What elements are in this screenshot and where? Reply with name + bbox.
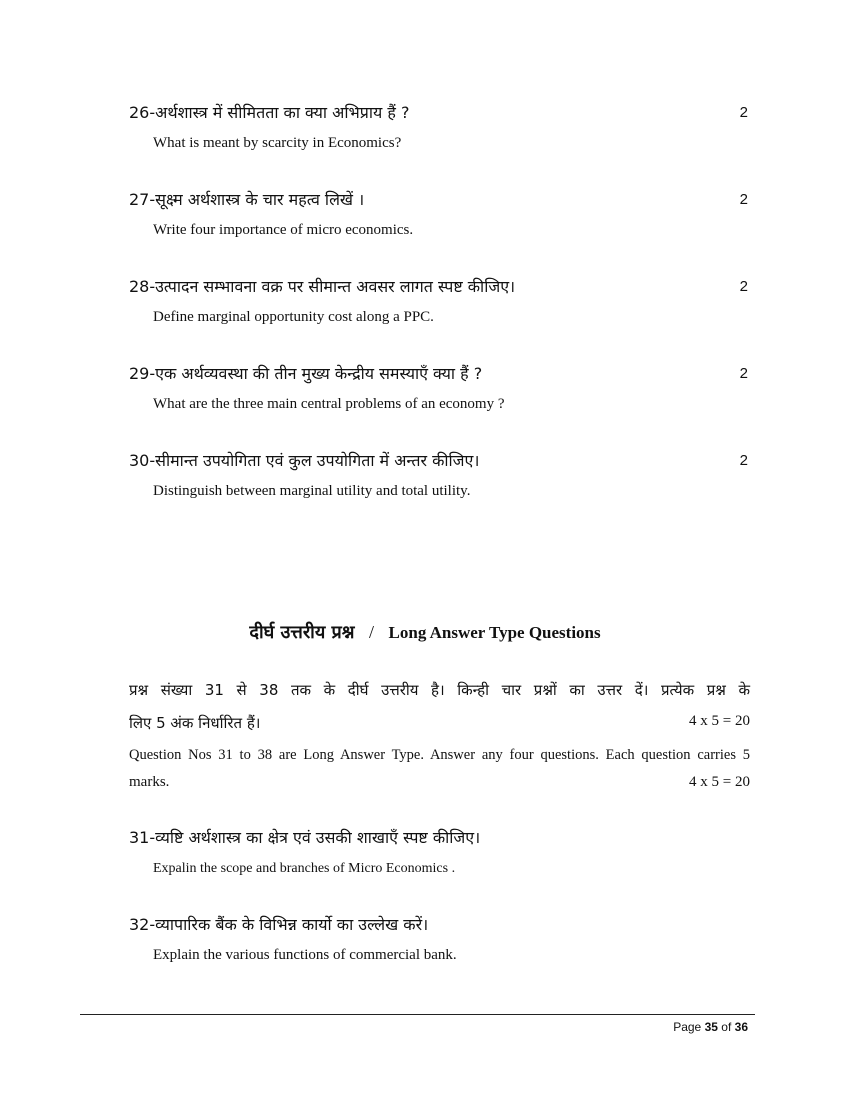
question-hindi: 28-उत्पादन सम्भावना वक्र पर सीमान्त अवसर लागत स्पष्ट कीजिए। — [129, 277, 516, 296]
instructions-english-line1: Question Nos 31 to 38 are Long Answer Type. Answer any four questions. Each question carries 5 — [129, 747, 750, 763]
question-english: What are the three main central problems of an economy ? — [153, 396, 505, 412]
question-marks: 2 — [739, 452, 748, 469]
section-heading — [0, 620, 850, 644]
marks-total-hindi: 4 x 5 = 20 — [689, 713, 750, 729]
page-label: Page — [673, 1020, 702, 1034]
question-english: Write four importance of micro economics. — [153, 222, 414, 238]
question-marks: 2 — [739, 104, 748, 121]
question-marks: 2 — [739, 278, 748, 295]
question-hindi: 31-व्यष्टि अर्थशास्त्र का क्षेत्र एवं उसकी शाखाएँ स्पष्ट कीजिए। — [129, 828, 481, 847]
question-english: Explain the various functions of commercial bank. — [153, 947, 457, 963]
current-page: 35 — [704, 1020, 718, 1034]
question-english: Expalin the scope and branches of Micro Economics . — [153, 861, 456, 876]
footer-divider — [80, 1014, 755, 1015]
instructions-hindi-line1: प्रश्न संख्या 31 से 38 तक के दीर्घ उत्तरीय है। किन्ही चार प्रश्नों का उत्तर दें। प्रत्येक प्रश्न के — [129, 681, 750, 699]
section-title-hindi: दीर्घ उत्तरीय प्रश्न — [249, 622, 355, 643]
question-hindi: 32-व्यापारिक बैंक के विभिन्न कार्यो का उल्लेख करें। — [129, 915, 429, 934]
marks-total-english: 4 x 5 = 20 — [689, 774, 750, 790]
question-hindi: 27-सूक्ष्म अर्थशास्त्र के चार महत्व लिखें । — [129, 190, 365, 209]
instructions-english-line2: marks. — [129, 774, 170, 790]
question-hindi: 26-अर्थशास्त्र में सीमितता का क्या अभिप्राय हैं ? — [129, 103, 410, 122]
section-title-separator: / — [369, 622, 375, 642]
instructions-hindi-line2: लिए 5 अंक निर्धारित हैं। — [129, 714, 261, 732]
question-hindi: 29-एक अर्थव्यवस्था की तीन मुख्य केन्द्रीय समस्याएँ क्या हैं ? — [129, 364, 483, 383]
question-marks: 2 — [739, 191, 748, 208]
question-english: What is meant by scarcity in Economics? — [153, 135, 402, 151]
of-label: of — [721, 1020, 732, 1034]
question-hindi: 30-सीमान्त उपयोगिता एवं कुल उपयोगिता में अन्तर कीजिए। — [129, 451, 480, 470]
question-english: Define marginal opportunity cost along a PPC. — [153, 309, 434, 325]
page-number — [673, 1020, 748, 1034]
section-title-english: Long Answer Type Questions — [388, 623, 601, 642]
total-pages: 36 — [734, 1020, 748, 1034]
question-english: Distinguish between marginal utility and total utility. — [153, 483, 471, 499]
question-marks: 2 — [739, 365, 748, 382]
